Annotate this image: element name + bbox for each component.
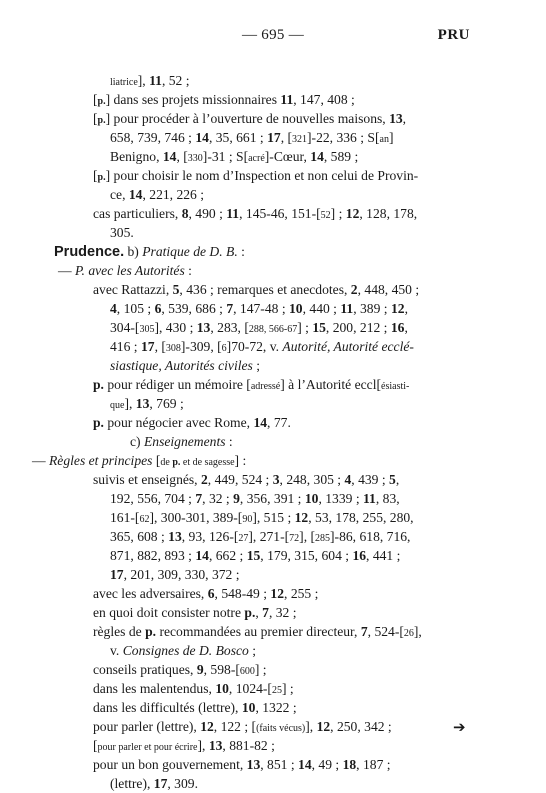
index-line: 871, 882, 893 ; 14, 662 ; 15, 179, 315, 604 ; 16, 441 ;	[110, 548, 401, 563]
index-line: que], 13, 769 ;	[110, 396, 184, 411]
index-line: [p.] dans ses projets missionnaires 11, 147, 408 ;	[93, 92, 355, 107]
index-line: dans les malentendus, 10, 1024-[25] ;	[93, 681, 294, 696]
index-line: 305.	[110, 225, 134, 240]
index-line: ce, 14, 221, 226 ;	[110, 187, 205, 202]
index-line: liatrice], 11, 52 ;	[110, 73, 190, 88]
index-line: Prudence. b) Pratique de D. B. :	[54, 244, 245, 260]
index-line: p. pour rédiger un mémoire [adressé] à l’Autorité eccl[ésiasti-	[93, 377, 410, 392]
index-line: 161-[62], 300-301, 389-[90], 515 ; 12, 53, 178, 255, 280,	[110, 510, 414, 525]
index-line: 192, 556, 704 ; 7, 32 ; 9, 356, 391 ; 10, 1339 ; 11, 83,	[110, 491, 400, 506]
index-line: suivis et enseignés, 2, 449, 524 ; 3, 248, 305 ; 4, 439 ; 5,	[93, 472, 400, 487]
index-line: conseils pratiques, 9, 598-[600] ;	[93, 662, 267, 677]
index-line: dans les difficultés (lettre), 10, 1322 ;	[93, 700, 297, 715]
index-line: en quoi doit consister notre p., 7, 32 ;	[93, 605, 297, 620]
index-line: — P. avec les Autorités :	[58, 263, 192, 278]
index-line: 365, 608 ; 13, 93, 126-[27], 271-[72], [285]-86, 618, 716,	[110, 529, 411, 544]
index-line: (lettre), 17, 309.	[110, 776, 198, 791]
index-line: [pour parler et pour écrire], 13, 881-82 ;	[93, 738, 275, 753]
index-line: [p.] pour procéder à l’ouverture de nouvelles maisons, 13,	[93, 111, 407, 126]
index-line: avec Rattazzi, 5, 436 ; remarques et anecdotes, 2, 448, 450 ;	[93, 282, 420, 297]
index-line: pour un bon gouvernement, 13, 851 ; 14, 49 ; 18, 187 ;	[93, 757, 391, 772]
index-line: 304-[305], 430 ; 13, 283, [288, 566-67] ; 15, 200, 212 ; 16,	[110, 320, 408, 335]
index-line: 658, 739, 746 ; 14, 35, 661 ; 17, [321]-22, 336 ; S[an]	[110, 130, 394, 145]
index-line: c) Enseignements :	[130, 434, 233, 449]
running-head-keyword: PRU	[437, 27, 470, 43]
index-line: 416 ; 17, [308]-309, [6]70-72, v. Autorité, Autorité ecclé-	[110, 339, 414, 354]
index-line: [p.] pour choisir le nom d’Inspection et non celui de Provin-	[93, 168, 419, 183]
index-line: p. pour négocier avec Rome, 14, 77.	[93, 415, 291, 430]
page-number: — 695 —	[241, 27, 305, 43]
index-line: cas particuliers, 8, 490 ; 11, 145-46, 151-[52] ; 12, 128, 178,	[93, 206, 418, 221]
index-line: — Règles et principes [de p. et de sagesse] :	[32, 453, 247, 468]
index-line: 17, 201, 309, 330, 372 ;	[110, 567, 240, 582]
index-line: Benigno, 14, [330]-31 ; S[acré]-Cœur, 14, 589 ;	[110, 149, 359, 164]
index-line: 4, 105 ; 6, 539, 686 ; 7, 147-48 ; 10, 440 ; 11, 389 ; 12,	[110, 301, 408, 316]
continue-arrow-icon: ➔	[453, 718, 466, 736]
index-line: règles de p. recommandées au premier directeur, 7, 524-[26],	[93, 624, 422, 639]
index-line: v. Consignes de D. Bosco ;	[110, 643, 257, 658]
index-line: siastique, Autorités civiles ;	[110, 358, 261, 373]
index-line: avec les adversaires, 6, 548-49 ; 12, 255 ;	[93, 586, 319, 601]
index-line: pour parler (lettre), 12, 122 ; [(faits vécus)], 12, 250, 342 ;	[93, 719, 392, 734]
